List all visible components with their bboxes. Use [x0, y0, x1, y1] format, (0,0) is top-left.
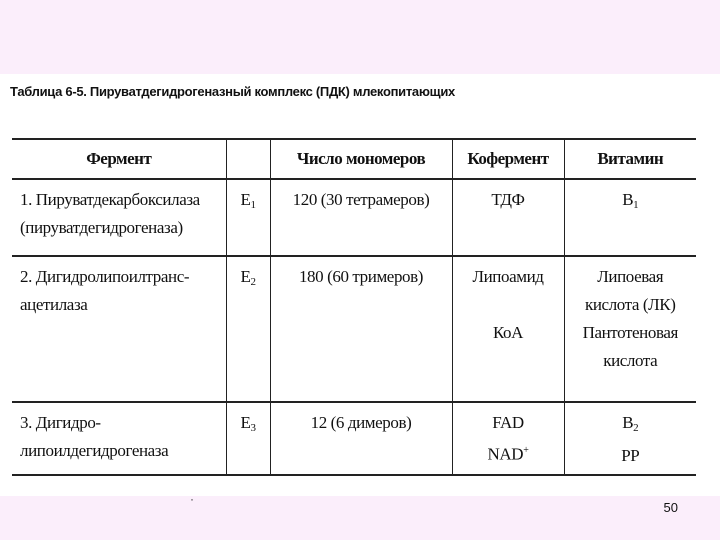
coenzyme-cell: [452, 256, 564, 402]
vitamin-line: кислота (ЛК): [585, 295, 676, 314]
enzyme-name-cont: липоилдегидрогеназа: [20, 441, 169, 460]
code-letter: E: [240, 190, 251, 209]
coenzyme-name: ТДФ: [491, 190, 525, 209]
header-vitamin: Витамин: [564, 139, 696, 179]
vitamin-line: кислота: [603, 351, 658, 370]
table-header-row: [12, 139, 696, 179]
monomers-cell: 120 (30 тетрамеров): [270, 179, 452, 256]
coenzyme-cell: [452, 179, 564, 256]
header-monomers: Число мономеров: [270, 139, 452, 179]
table-row: [12, 179, 696, 256]
enzyme-alt-name: (пируватдегидрогеназа): [20, 218, 183, 237]
header-enzyme: Фермент: [12, 139, 226, 179]
enzyme-name-cont: ацетилаза: [20, 295, 88, 314]
code-cell: [226, 402, 270, 475]
code-cell: [226, 256, 270, 402]
vitamin-line: Липоевая: [597, 267, 664, 286]
coenzyme-gap: [453, 291, 564, 319]
page-number: 50: [663, 500, 678, 515]
enzyme-name: 2. Дигидролипоилтранс-: [20, 267, 190, 286]
vitamin-line: PP: [621, 446, 640, 465]
monomers-cell: 12 (6 димеров): [270, 402, 452, 475]
slide-bottom-band: [0, 496, 720, 540]
coenzyme-name-wrap: [453, 437, 564, 469]
table-caption: Таблица 6-5. Пируватдегидрогеназный комплекс (ПДК) млекопитающих: [10, 84, 455, 99]
code-cell: [226, 179, 270, 256]
vitamin-cell: [564, 179, 696, 256]
header-code: [226, 139, 270, 179]
enzyme-name: 3. Дигидро-: [20, 413, 101, 432]
table-row: [12, 256, 696, 402]
enzyme-table: [12, 138, 696, 476]
coenzyme-name: Липоамид: [472, 267, 544, 286]
table-row: [12, 402, 696, 475]
enzyme-name: 1. Пируватдекарбоксилаза: [20, 190, 200, 209]
code-subscript: 1: [250, 199, 256, 211]
vitamin-letter: B: [622, 190, 634, 209]
code-subscript: 2: [250, 276, 256, 288]
vitamin-letter: B: [622, 413, 634, 432]
vitamin-cell: [564, 402, 696, 475]
scan-speck: ·: [190, 492, 194, 506]
coenzyme-superscript: +: [523, 445, 529, 456]
header-coenzyme: Кофермент: [452, 139, 564, 179]
enzyme-cell: [12, 179, 226, 256]
vitamin-subscript: 1: [633, 199, 639, 211]
vitamin-subscript: 2: [633, 422, 639, 434]
code-letter: E: [240, 267, 251, 286]
vitamin-cell: [564, 256, 696, 402]
coenzyme-name: NAD: [487, 444, 524, 464]
monomers-cell: 180 (60 тримеров): [270, 256, 452, 402]
enzyme-cell: [12, 256, 226, 402]
coenzyme-cell: [452, 402, 564, 475]
code-letter: E: [240, 413, 251, 432]
coenzyme-name: FAD: [492, 413, 524, 432]
vitamin-line-wrap: [565, 409, 697, 442]
code-subscript: 3: [250, 422, 256, 434]
slide-top-band: [0, 0, 720, 74]
vitamin-line: Пантотеновая: [582, 323, 678, 342]
enzyme-cell: [12, 402, 226, 475]
coenzyme-name: КоА: [492, 323, 524, 342]
